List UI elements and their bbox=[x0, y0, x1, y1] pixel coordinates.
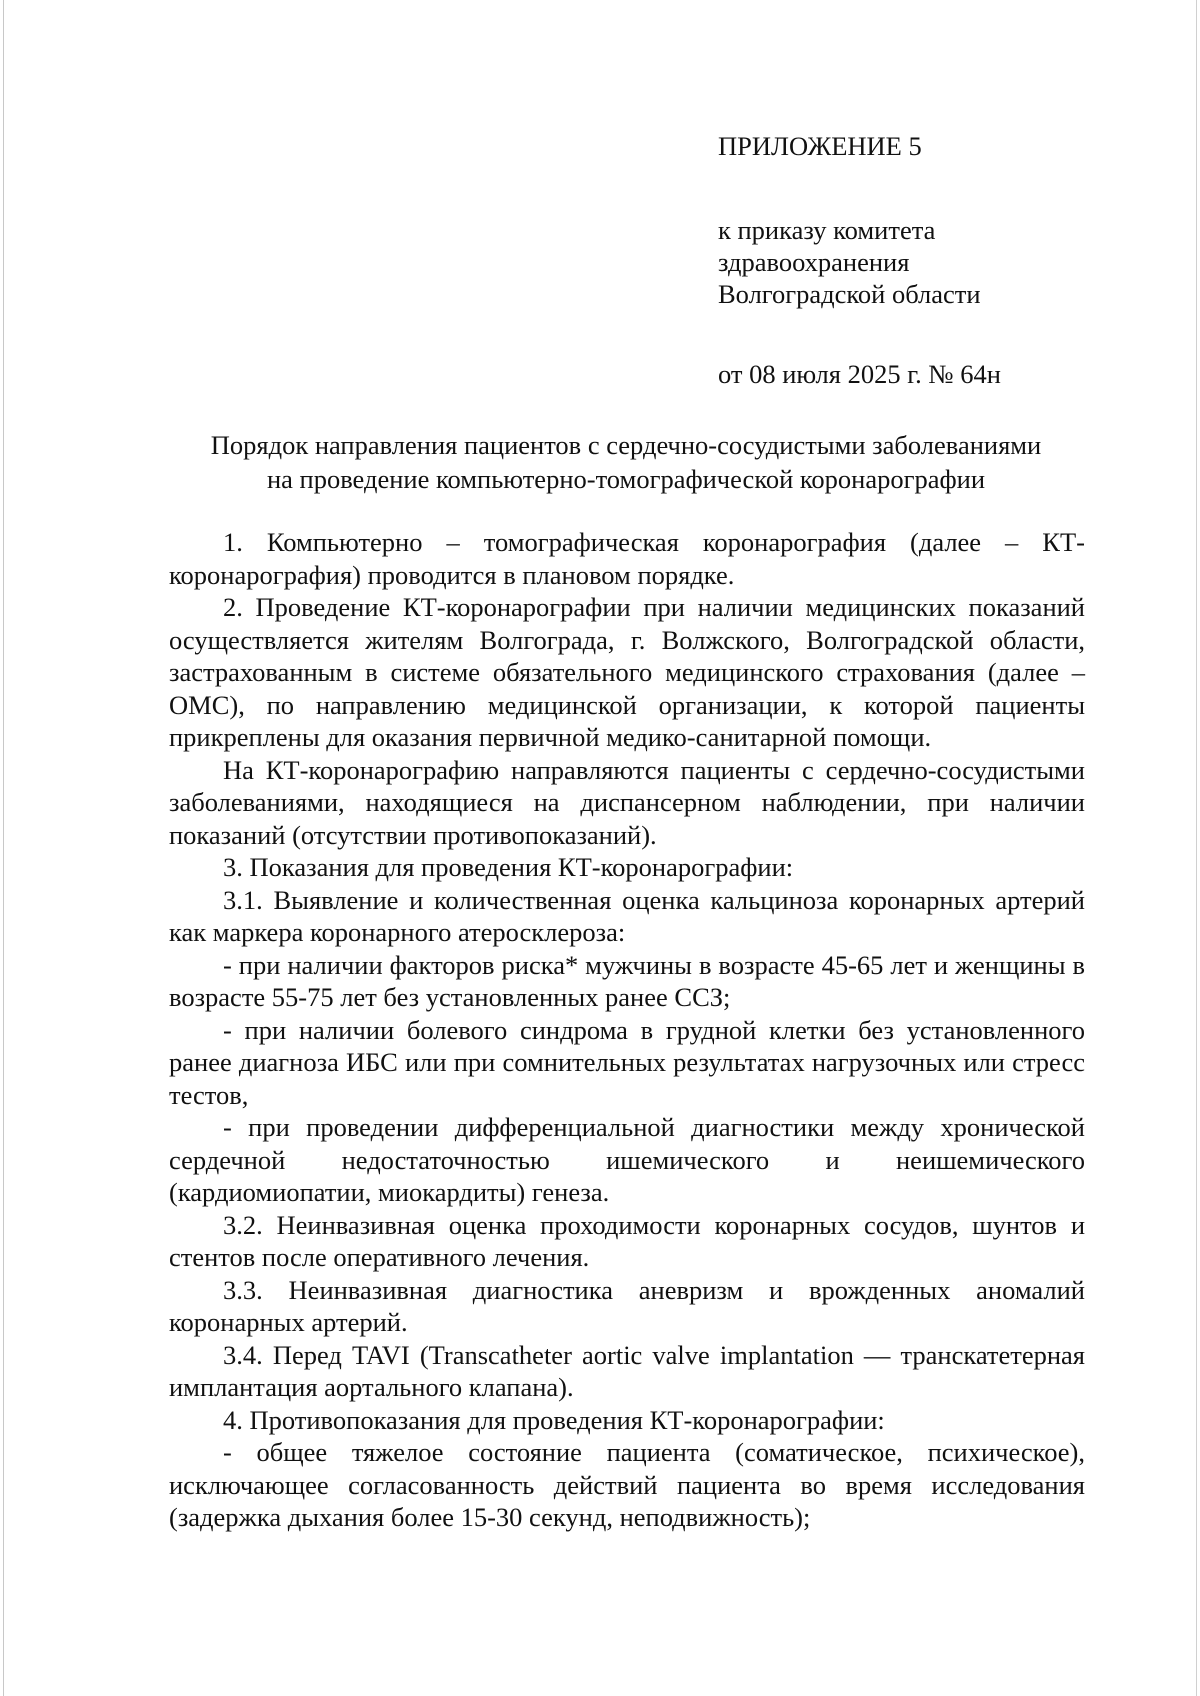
paragraph: 3.2. Неинвазивная оценка проходимости коронарных сосудов, шунтов и стентов после оперативного лечения. bbox=[169, 1209, 1085, 1272]
order-date: от 08 июля 2025 г. № 64н bbox=[718, 359, 1001, 389]
paragraph: На КТ-коронарографию направляются пациенты с сердечно-сосудистыми заболеваниями, находящиеся на диспансерном наблюдении, при наличии показаний (отсутствии противопоказаний). bbox=[169, 754, 1085, 850]
paragraph: - при проведении дифференциальной диагностики между хронической сердечной недостаточностью ишемического и неишемического (кардиомиопатии, миокардиты) генеза. bbox=[169, 1112, 1085, 1207]
paragraph: 3.3. Неинвазивная диагностика аневризм и врожденных аномалий коронарных артерий. bbox=[169, 1274, 1085, 1337]
paragraph: - при наличии болевого синдрома в грудной клетки без установленного ранее диагноза ИБС или при сомнительных результатах нагрузочных или стресс тестов, bbox=[169, 1014, 1085, 1110]
paragraph: 3.1. Выявление и количественная оценка кальциноза коронарных артерий как маркера коронарного атеросклероза: bbox=[169, 884, 1085, 947]
page-edge-left bbox=[3, 0, 4, 1696]
paragraph: 4. Противопоказания для проведения КТ-коронарографии: bbox=[223, 1404, 885, 1435]
page-edge-right bbox=[1196, 0, 1197, 1696]
document-title bbox=[160, 428, 1092, 496]
title-line: на проведение компьютерно-томографической коронарографии bbox=[266, 464, 986, 494]
appendix-block bbox=[718, 130, 1158, 390]
paragraph: - общее тяжелое состояние пациента (соматическое, психическое), исключающее согласованность действий пациента во время исследования (задержка дыхания более 15-30 секунд, неподвижность); bbox=[169, 1437, 1085, 1532]
appendix-heading: ПРИЛОЖЕНИЕ 5 bbox=[718, 131, 922, 161]
title-line: Порядок направления пациентов с сердечно-сосудистыми заболеваниями bbox=[210, 430, 1042, 460]
appendix-line: Волгоградской области bbox=[718, 279, 981, 309]
paragraph: - при наличии факторов риска* мужчины в возрасте 45-65 лет и женщины в возрасте 55-75 лет без установленных ранее ССЗ; bbox=[169, 949, 1085, 1012]
paragraph: 3. Показания для проведения КТ-коронарографии: bbox=[223, 852, 794, 882]
paragraph: 2. Проведение КТ-коронарографии при наличии медицинских показаний осуществляется жителям Волгограда, г. Волжского, Волгоградской области, застрахованным в системе обязательного медицинского страхования (далее – ОМС), по направлению медицинской организации, к которой пациенты прикреплены для оказания первичной медико-санитарной помощи. bbox=[169, 592, 1085, 752]
appendix-line: к приказу комитета bbox=[718, 215, 936, 245]
paragraph: 1. Компьютерно – томографическая коронарография (далее – КТ-коронарография) проводится в плановом порядке. bbox=[169, 527, 1085, 590]
document-body bbox=[169, 526, 1085, 1534]
paragraph: 3.4. Перед TAVI (Transcatheter aortic valve implantation — транскатетерная имплантация аортального клапана). bbox=[169, 1339, 1085, 1402]
appendix-line: здравоохранения bbox=[718, 247, 910, 277]
